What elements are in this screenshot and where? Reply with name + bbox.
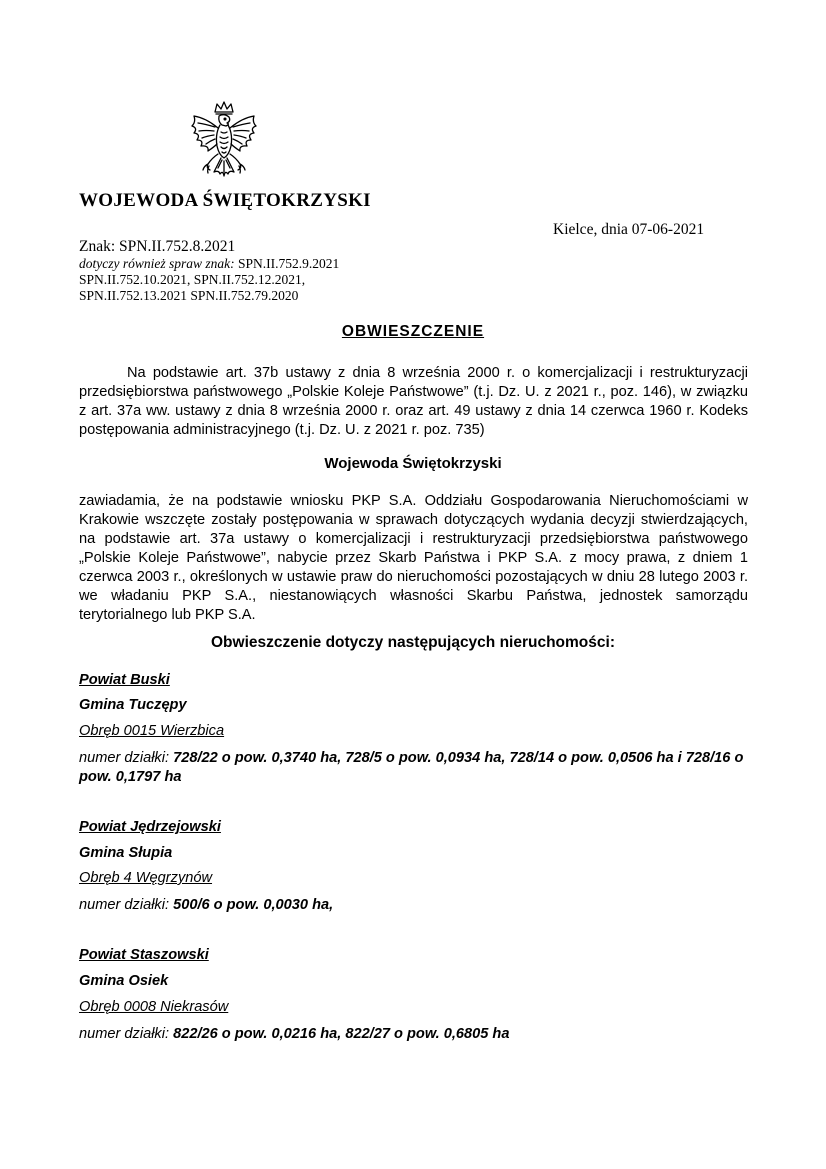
county-name: Powiat Jędrzejowski xyxy=(79,819,221,835)
precinct-name: Obręb 4 Węgrzynów xyxy=(79,870,213,886)
county-name: Powiat Staszowski xyxy=(79,947,209,963)
legal-basis-paragraph: Na podstawie art. 37b ustawy z dnia 8 września 2000 r. o komercjalizacji i restrukturyzacji przedsiębiorstwa państwowego „Polskie Koleje Państwowe” (t.j. Dz. U. z 2021 r., poz. 146), w związku z art. 37a ww. ustawy z dnia 8 września 2000 r. oraz art. 49 ustawy z dnia 14 czerwca 1960 r. Kodeks postępowania administracyjnego (t.j. Dz. U. z 2021 r. poz. 735) xyxy=(79,365,748,438)
plot-numbers xyxy=(79,1025,748,1044)
commune-name: Gmina Słupia xyxy=(79,845,173,861)
related-case-first: SPN.II.752.9.2021 xyxy=(238,256,340,271)
notice-body-paragraph: zawiadamia, że na podstawie wniosku PKP S.A. Oddziału Gospodarowania Nieruchomościami w Krakowie wszczęte zostały postępowania w sprawach dotyczących wydania decyzji stwierdzających, na podstawie art. 37a ustawy o komercjalizacji i restrukturyzacji przedsiębiorstwa państwowego „Polskie Koleje Państwowe”, nabycie przez Skarb Państwa i PKP S.A. z mocy prawa, z dniem 1 czerwca 2003 r., określonych w ustawie praw do nieruchomości pozostających w dniu 28 lutego 2003 r. we władaniu PKP S.A., niestanowiących własności Skarbu Państwa, jednostek samorządu terytorialnego lub PKP S.A. xyxy=(79,493,748,623)
properties-list-heading: Obwieszczenie dotyczy następujących nieruchomości: xyxy=(211,634,615,651)
plot-numbers xyxy=(79,896,748,915)
polish-eagle-emblem-icon xyxy=(188,100,260,186)
precinct-name: Obręb 0015 Wierzbica xyxy=(79,723,225,739)
plot-numbers-value: 728/22 o pow. 0,3740 ha, 728/5 o pow. 0,0934 ha, 728/14 o pow. 0,0506 ha i 728/16 o pow. 0,1797 ha xyxy=(79,750,744,785)
plot-numbers-label: numer działki: xyxy=(79,750,170,766)
plot-numbers-label: numer działki: xyxy=(79,897,170,913)
commune-name: Gmina Osiek xyxy=(79,973,169,989)
related-cases-line-1 xyxy=(79,256,339,272)
document-title: OBWIESZCZENIE xyxy=(341,323,485,340)
commune-name: Gmina Tuczępy xyxy=(79,697,187,713)
case-reference: Znak: SPN.II.752.8.2021 xyxy=(79,238,236,255)
reference-block xyxy=(79,237,339,304)
plot-numbers xyxy=(79,749,748,787)
plot-numbers-value: 822/26 o pow. 0,0216 ha, 822/27 o pow. 0,6805 ha xyxy=(173,1026,510,1042)
related-cases-line-2: SPN.II.752.10.2021, SPN.II.752.12.2021, xyxy=(79,272,306,287)
plot-numbers-value: 500/6 o pow. 0,0030 ha, xyxy=(173,897,334,913)
related-cases-line-3: SPN.II.752.13.2021 SPN.II.752.79.2020 xyxy=(79,288,299,303)
county-name: Powiat Buski xyxy=(79,672,170,688)
issuing-authority: WOJEWODA ŚWIĘTOKRZYSKI xyxy=(79,190,371,211)
issuer-heading: Wojewoda Świętokrzyski xyxy=(324,455,502,472)
related-cases-label: dotyczy również spraw znak: xyxy=(79,256,235,271)
plot-numbers-label: numer działki: xyxy=(79,1026,170,1042)
document-date: Kielce, dnia 07-06-2021 xyxy=(553,221,705,238)
precinct-name: Obręb 0008 Niekrasów xyxy=(79,999,229,1015)
